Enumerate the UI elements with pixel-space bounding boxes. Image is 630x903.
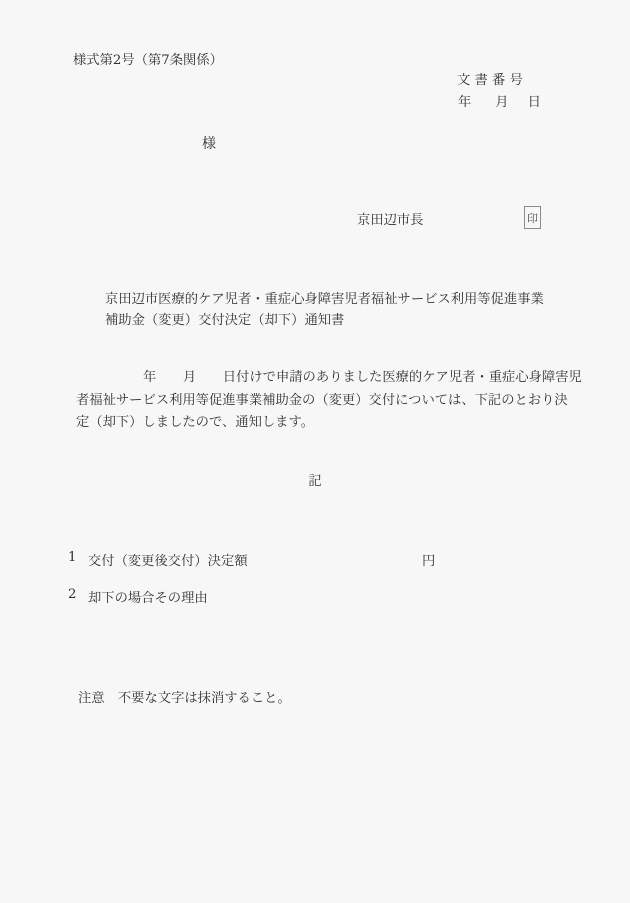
body-paragraph [76, 367, 582, 435]
document-title [105, 289, 544, 331]
item-row-2 [0, 587, 630, 605]
item-1-label: 交付（変更後交付）決定額 [88, 554, 248, 569]
date-month-label: 月 [495, 95, 509, 110]
body-line-1: 年 月 日付けで申請のありました医療的ケア児者・重症心身障害児 [143, 370, 582, 385]
note-text: 注意 不要な文字は抹消すること。 [78, 691, 291, 706]
item-1-number: 1 [68, 550, 77, 565]
date-day-label: 日 [527, 95, 541, 110]
body-line-2: 者福祉サービス利用等促進事業補助金の（変更）交付については、下記のとおり決 [76, 392, 568, 408]
item-2-label: 却下の場合その理由 [88, 591, 208, 606]
addressee-honorific: 様 [202, 136, 216, 152]
item-2-number: 2 [68, 587, 77, 602]
record-marker: 記 [308, 474, 322, 489]
form-number: 様式第2号（第7条関係） [73, 53, 223, 68]
official-seal [524, 206, 541, 229]
sender-name: 京田辺市長 [357, 213, 424, 228]
date-year-label: 年 [458, 95, 472, 110]
body-line-3: 定（却下）しましたので、通知します。 [76, 415, 315, 430]
date-line [458, 91, 541, 110]
item-1-unit: 円 [422, 554, 436, 569]
document-title-line-1: 京田辺市医療的ケア児者・重症心身障害児者福祉サービス利用等促進事業 [105, 292, 544, 307]
seal-character: 印 [527, 211, 538, 225]
document-title-line-2: 補助金（変更）交付決定（却下）通知書 [105, 313, 345, 328]
doc-number-label: 文 書 番 号 [457, 73, 523, 88]
item-row-1 [0, 550, 630, 568]
